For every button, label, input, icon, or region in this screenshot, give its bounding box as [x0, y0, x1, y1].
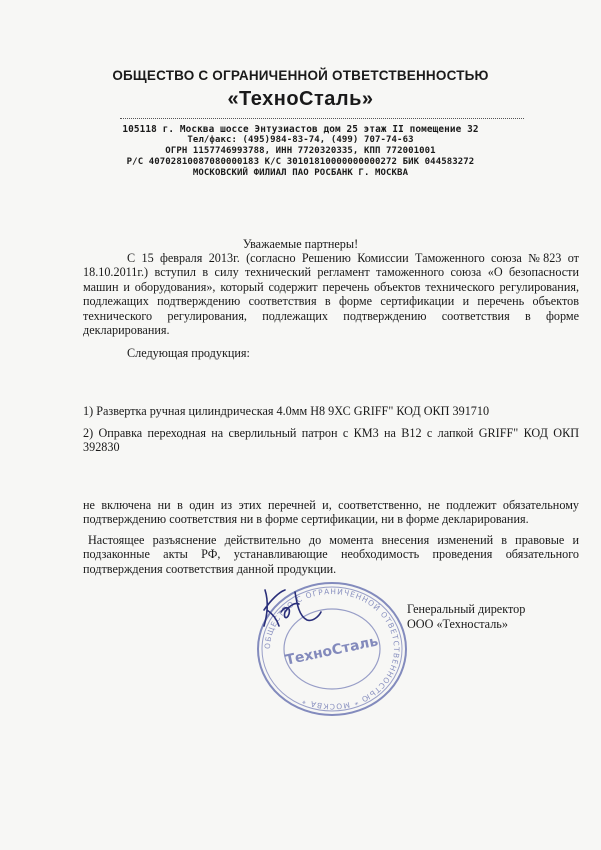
paragraph-regulation [83, 251, 579, 337]
director-company: ООО «Техносталь» [407, 617, 508, 631]
org-phone: Тел/факс: (495)984-83-74, (499) 707-74-63 [187, 135, 414, 145]
director-title: Генеральный директор [407, 602, 526, 616]
product-item-2: 2) Оправка переходная на сверлильный патрон с КМ3 на В12 с лапкой GRIFF" КОД ОКП 392830 [83, 426, 579, 455]
product-item-1: 1) Развертка ручная цилиндрическая 4.0мм Н8 9ХС GRIFF" КОД ОКП 391710 [83, 404, 490, 418]
signature-mark [255, 582, 325, 632]
paragraph-regulation-text: С 15 февраля 2013г. (согласно Решению Комиссии Таможенного союза №823 от 18.10.2011г.) вступил в силу технический регламент таможенного союза «О безопасности машин и оборудования», который содержит перечень объектов технического регулирования, подлежащих подтверждению соответствия в форме сертификации и перечень объектов технического регулирования, подлежащих подтверждению соответствия в форме декларирования. [83, 251, 579, 338]
paragraph-validity [83, 533, 579, 576]
org-bank: МОСКОВСКИЙ ФИЛИАЛ ПАО РОСБАНК Г. МОСКВА [192, 168, 409, 178]
org-address: 105118 г. Москва шоссе Энтузиастов дом 25 этаж II помещение 32 [122, 124, 479, 135]
stamp-center-text: ТехноСталь [284, 633, 380, 669]
paragraph-conclusion: не включена ни в один из этих перечней и, соответственно, не подлежит обязательному подтверждению соответствия ни в форме сертификации, ни в форме декларирования. [83, 498, 579, 527]
org-registration: ОГРН 1157746993788, ИНН 7720320335, КПП 772001001 [165, 146, 436, 156]
products-intro: Следующая продукция: [127, 346, 250, 360]
org-bank-accounts: Р/С 40702810087080000183 К/С 30101810000000000272 БИК 044583272 [126, 157, 475, 167]
paragraph-validity-text: Настоящее разъяснение действительно до момента внесения изменений в правовые и подзаконные акты РФ, устанавливающие необходимость проведения обязательного подтверждения соответствия данной продукции. [83, 533, 579, 576]
org-name: «ТехноСталь» [227, 88, 374, 110]
header-divider [120, 118, 524, 119]
org-type: ОБЩЕСТВО С ОГРАНИЧЕННОЙ ОТВЕТСТВЕННОСТЬЮ [112, 68, 489, 83]
greeting: Уважаемые партнеры! [242, 237, 359, 251]
stamp-ring-text: ОБЩЕСТВО С ОГРАНИЧЕННОЙ ОТВЕТСТВЕННОСТЬЮ * МОСКВА * [262, 586, 402, 712]
